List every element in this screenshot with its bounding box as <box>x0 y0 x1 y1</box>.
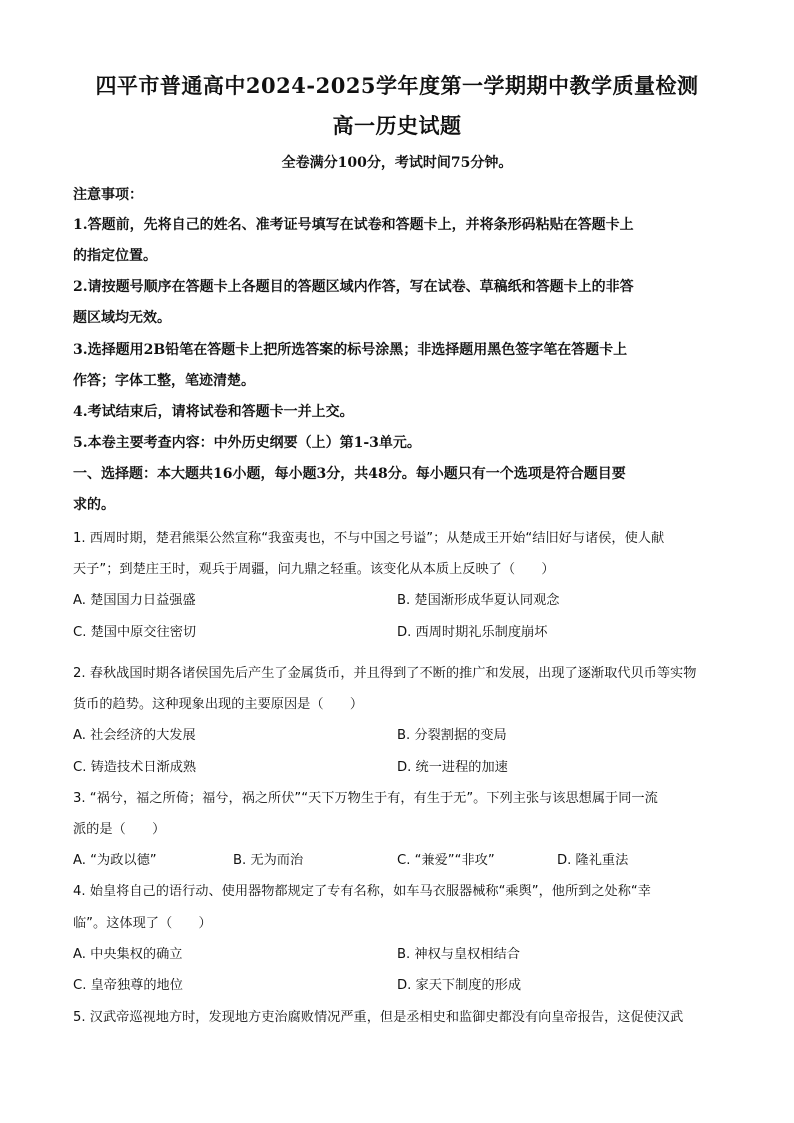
question-4-option-b: B. 神权与皇权相结合 <box>397 947 520 962</box>
question-1-line-2: 天子”；到楚庄王时，观兵于周疆，问九鼎之轻重。该变化从本质上反映了（ ） <box>73 562 555 577</box>
note-1-line-2: 的指定位置。 <box>73 248 157 264</box>
question-4-option-c: C. 皇帝独尊的地位 <box>73 978 183 993</box>
note-5: 5.本卷主要考查内容：中外历史纲要（上）第1-3单元。 <box>73 435 421 451</box>
question-1-option-a: A. 楚国国力日益强盛 <box>73 593 196 608</box>
question-4-option-d: D. 家天下制度的形成 <box>397 978 522 993</box>
note-3-line-2: 作答；字体工整，笔迹清楚。 <box>73 373 255 389</box>
question-3-line-2: 派的是（ ） <box>73 822 166 837</box>
note-3-line-1: 3.选择题用2B铅笔在答题卡上把所选答案的标号涂黑；非选择题用黑色签字笔在答题卡上 <box>73 342 628 358</box>
question-4-line-1: 4. 始皇将自己的语行动、使用器物都规定了专有名称，如车马衣服器械称“乘舆”，他所到之处称“幸 <box>73 884 651 899</box>
note-4: 4.考试结束后，请将试卷和答题卡一并上交。 <box>73 404 354 420</box>
question-1-line-1: 1. 西周时期，楚君熊渠公然宣称“我蛮夷也，不与中国之号谥”；从楚成王开始“结旧好与诸侯，使人献 <box>73 531 665 546</box>
note-1-line-1: 1.答题前，先将自己的姓名、准考证号填写在试卷和答题卡上，并将条形码粘贴在答题卡上 <box>73 217 634 233</box>
question-4-option-a: A. 中央集权的确立 <box>73 947 183 962</box>
question-3-option-b: B. 无为而治 <box>233 853 304 868</box>
question-2-option-d: D. 统一进程的加速 <box>397 760 508 775</box>
score-info: 全卷满分100分，考试时间75分钟。 <box>281 155 513 171</box>
section-heading-line-2: 求的。 <box>73 497 115 513</box>
question-3-option-a: A. “为政以德” <box>73 853 157 868</box>
question-2-option-b: B. 分裂割据的变局 <box>397 728 507 743</box>
question-3-option-d: D. 隆礼重法 <box>557 853 629 868</box>
exam-title: 四平市普通高中2024-2025学年度第一学期期中教学质量检测 <box>95 73 699 98</box>
question-4-line-2: 临”。这体现了（ ） <box>73 916 212 931</box>
note-2-line-2: 题区域均无效。 <box>73 310 171 326</box>
exam-subtitle: 高一历史试题 <box>332 113 462 138</box>
question-2-line-1: 2. 春秋战国时期各诸侯国先后产生了金属货币，并且得到了不断的推广和发展，出现了逐渐取代贝币等实物 <box>73 666 697 681</box>
question-5-line-1: 5. 汉武帝巡视地方时，发现地方吏治腐败情况严重，但是丞相史和监御史都没有向皇帝报告，这促使汉武 <box>73 1010 684 1025</box>
question-1-option-c: C. 楚国中原交往密切 <box>73 625 197 640</box>
question-2-option-a: A. 社会经济的大发展 <box>73 728 196 743</box>
section-heading-line-1: 一、选择题：本大题共16小题，每小题3分，共48分。每小题只有一个选项是符合题目要 <box>73 466 626 482</box>
question-1-option-d: D. 西周时期礼乐制度崩坏 <box>397 625 548 640</box>
question-2-line-2: 货币的趋势。这种现象出现的主要原因是（ ） <box>73 697 364 712</box>
question-2-option-c: C. 铸造技术日渐成熟 <box>73 760 197 775</box>
question-3-option-c: C. “兼爱”“非攻” <box>397 853 495 868</box>
notes-heading: 注意事项： <box>73 187 143 203</box>
question-3-line-1: 3. “祸兮，福之所倚；福兮，祸之所伏”“天下万物生于有，有生于无”。下列主张与该思想属于同一流 <box>73 791 658 806</box>
question-1-option-b: B. 楚国渐形成华夏认同观念 <box>397 593 560 608</box>
note-2-line-1: 2.请按题号顺序在答题卡上各题目的答题区域内作答，写在试卷、草稿纸和答题卡上的非答 <box>73 279 634 295</box>
